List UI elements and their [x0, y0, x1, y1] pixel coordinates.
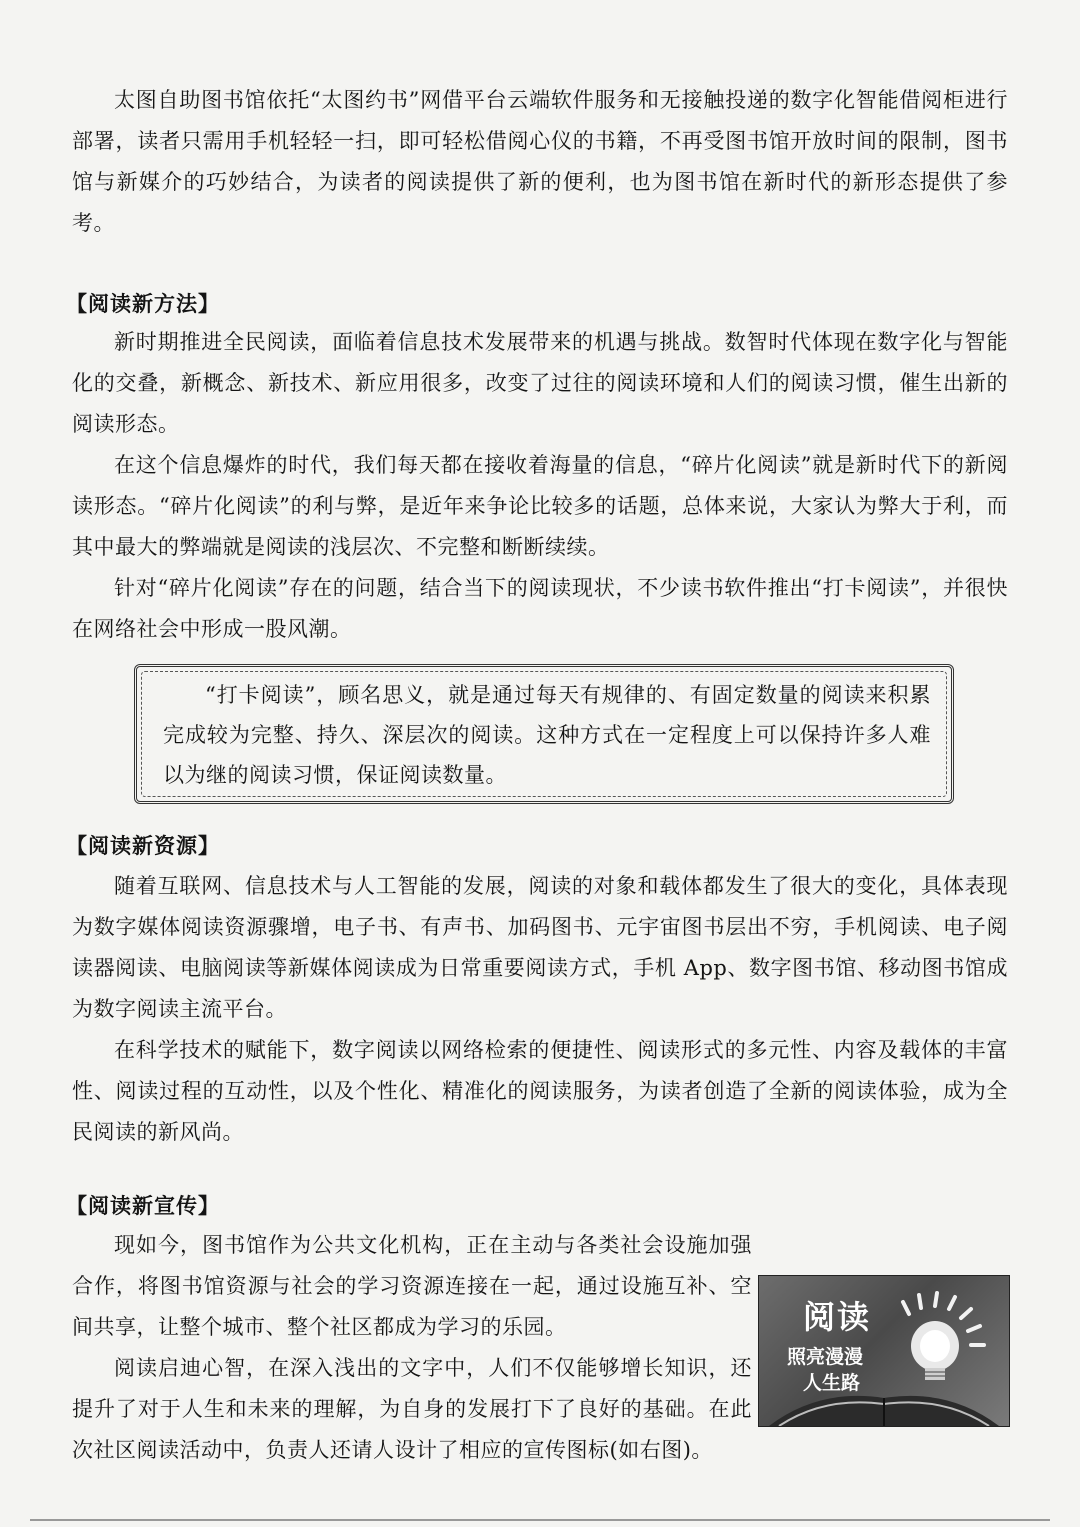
- intro-paragraph: 太图自助图书馆依托“太图约书”网借平台云端软件服务和无接触投递的数字化智能借阅柜进行部署，读者只需用手机轻轻一扫，即可轻松借阅心仪的书籍，不再受图书馆开放时间的限制，图书馆与新媒介的巧妙结合，为读者的阅读提供了新的便利，也为图书馆在新时代的新形态提供了参考。: [72, 88, 1008, 235]
- poster-slogan-line-2: 人生路: [803, 1372, 861, 1394]
- heading-reading-resources: 【阅读新资源】: [66, 834, 220, 858]
- page-bottom-rule: [30, 1519, 1050, 1521]
- highlight-box: [134, 664, 954, 804]
- promotion-paragraph-1: 现如今，图书馆作为公共文化机构，正在主动与各类社会设施加强合作，将图书馆资源与社会的学习资源连接在一起，通过设施互补、空间共享，让整个城市、整个社区都成为学习的乐园。: [72, 1233, 752, 1339]
- heading-reading-methods: 【阅读新方法】: [66, 292, 220, 316]
- methods-paragraph-1: 新时期推进全民阅读，面临着信息技术发展带来的机遇与挑战。数智时代体现在数字化与智能化的交叠，新概念、新技术、新应用很多，改变了过往的阅读环境和人们的阅读习惯，催生出新的阅读形态。: [72, 330, 1008, 436]
- reading-promo-poster: [758, 1275, 1010, 1427]
- resources-paragraph-2: 在科学技术的赋能下，数字阅读以网络检索的便捷性、阅读形式的多元性、内容及载体的丰富性、阅读过程的互动性，以及个性化、精准化的阅读服务，为读者创造了全新的阅读体验，成为全民阅读的新风尚。: [72, 1038, 1008, 1144]
- resources-paragraph-1: 随着互联网、信息技术与人工智能的发展，阅读的对象和载体都发生了很大的变化，具体表现为数字媒体阅读资源骤增，电子书、有声书、加码图书、元宇宙图书层出不穷，手机阅读、电子阅读器阅读、电脑阅读等新媒体阅读成为日常重要阅读方式，手机 App、数字图书馆、移动图书馆成为数字阅读主流平台。: [72, 874, 1008, 1021]
- methods-paragraph-3: 针对“碎片化阅读”存在的问题，结合当下的阅读现状，不少读书软件推出“打卡阅读”，并很快在网络社会中形成一股风潮。: [72, 576, 1008, 641]
- heading-reading-promotion: 【阅读新宣传】: [66, 1194, 220, 1218]
- highlight-box-text: “打卡阅读”，顾名思义，就是通过每天有规律的、有固定数量的阅读来积累完成较为完整、持久、深层次的阅读。这种方式在一定程度上可以保持许多人难以为继的阅读习惯，保证阅读数量。: [163, 683, 931, 787]
- methods-paragraph-2: 在这个信息爆炸的时代，我们每天都在接收着海量的信息，“碎片化阅读”就是新时代下的新阅读形态。“碎片化阅读”的利与弊，是近年来争论比较多的话题，总体来说，大家认为弊大于利，而其中最大的弊端就是阅读的浅层次、不完整和断断续续。: [72, 453, 1008, 559]
- poster-slogan-line-1: 照亮漫漫: [787, 1346, 864, 1368]
- poster-title: 阅读: [803, 1298, 872, 1336]
- promotion-paragraph-2: 阅读启迪心智，在深入浅出的文字中，人们不仅能够增长知识，还提升了对于人生和未来的理解，为自身的发展打下了良好的基础。在此次社区阅读活动中，负责人还请人设计了相应的宣传图标(如右图)。: [72, 1356, 752, 1462]
